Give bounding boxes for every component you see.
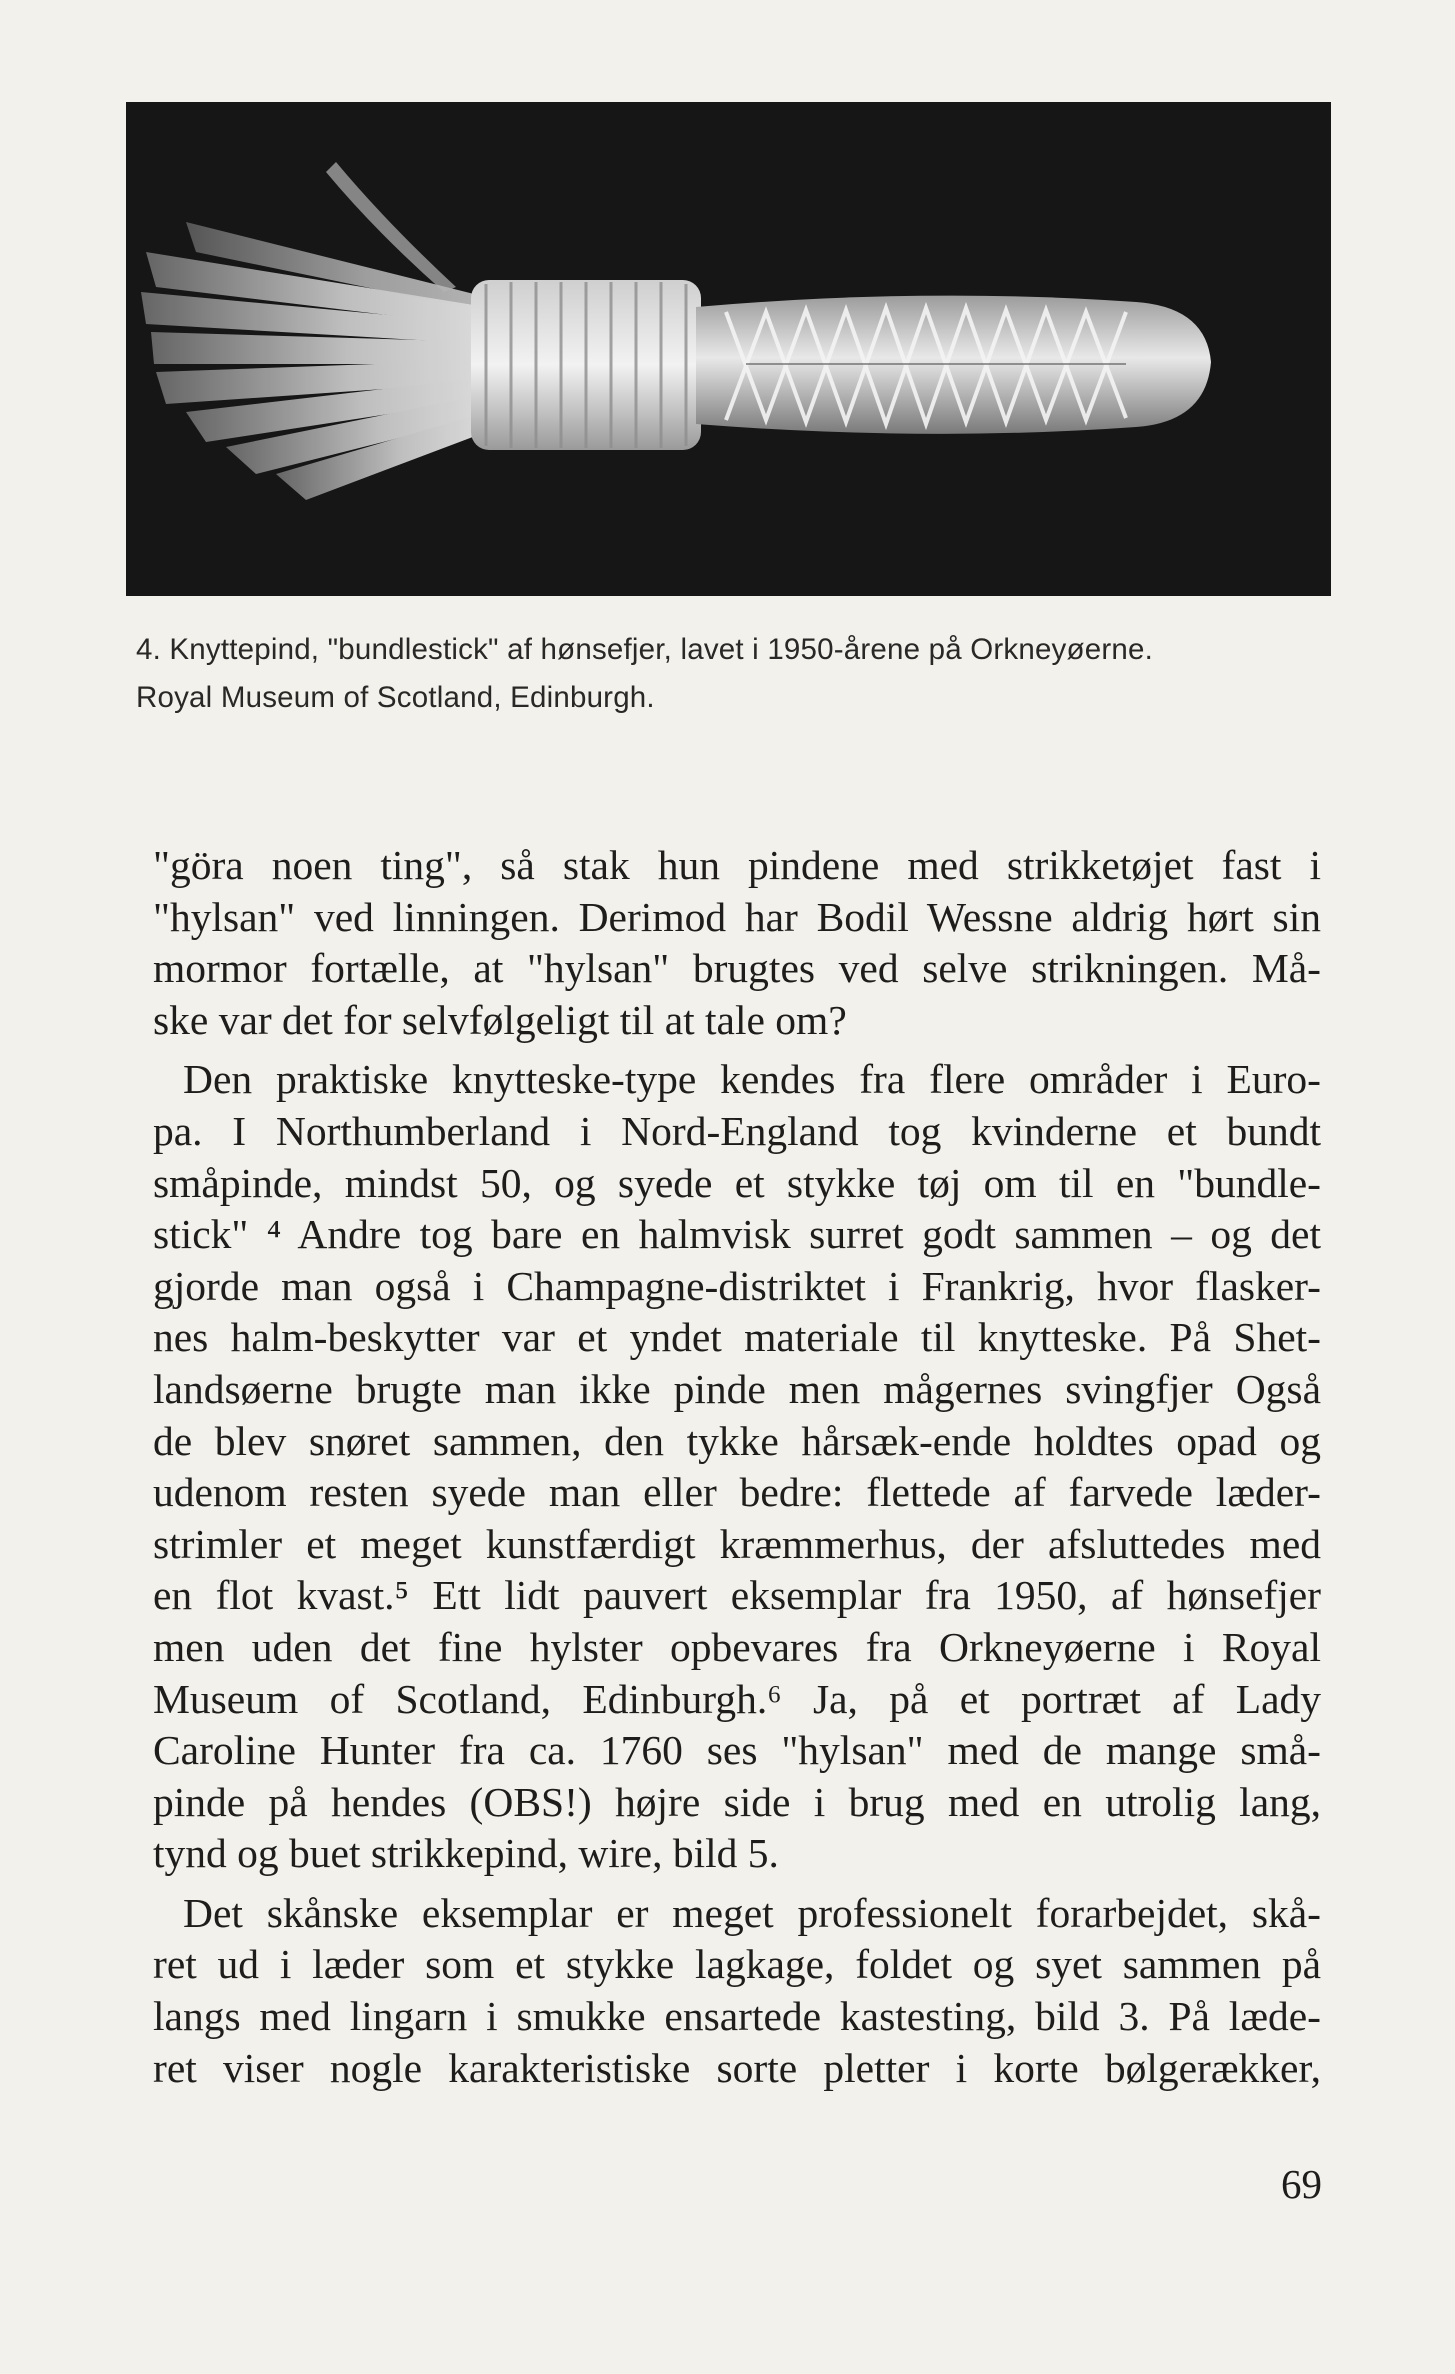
figure-caption [136,626,1336,722]
text-line: Det skånske eksemplar er meget professionelt forarbejdet, skå- [183,1889,1321,1936]
text-line: "hylsan" ved linningen. Derimod har Bodil Wessne aldrig hørt sin [153,893,1321,940]
text-line: de blev snøret sammen, den tykke hårsæk-ende holdtes opad og [153,1417,1321,1464]
body-text [153,840,1321,2094]
text-line: ret viser nogle karakteristiske sorte pletter i korte bølgerækker, [153,2044,1321,2091]
text-line: men uden det fine hylster opbevares fra Orkneyøerne i Royal [153,1623,1321,1670]
text-line: Den praktiske knytteske-type kendes fra flere områder i Euro- [183,1056,1321,1103]
text-line: "göra noen ting", så stak hun pindene med strikketøjet fast i [153,842,1321,888]
text-line: gjorde man også i Champagne-distriktet i Frankrig, hvor flasker- [153,1262,1321,1309]
text-line: landsøerne brugte man ikke pinde men mågernes svingfjer Også [153,1365,1321,1412]
text-line: pa. I Northumberland i Nord-England tog kvinderne et bundt [153,1107,1321,1154]
text-line: ret ud i læder som et stykke lagkage, foldet og syet sammen på [153,1941,1321,1988]
text-line: Museum of Scotland, Edinburgh.⁶ Ja, på et portræt af Lady [153,1675,1321,1722]
text-line: pinde på hendes (OBS!) højre side i brug med en utrolig lang, [153,1778,1321,1825]
text-line: mormor fortælle, at "hylsan" brugtes ved selve strikningen. Må- [153,945,1321,992]
caption-line: Royal Museum of Scotland, Edinburgh. [136,681,655,714]
text-line: nes halm-beskytter var et yndet materiale til knytteske. På Shet- [153,1314,1321,1361]
text-line: strimler et meget kunstfærdigt kræmmerhus, der afsluttedes med [153,1520,1321,1567]
text-line: ske var det for selvfølgeligt til at tale om? [153,996,847,1043]
text-line: småpinde, mindst 50, og syede et stykke tøj om til en "bundle- [153,1159,1321,1206]
page-number: 69 [1281,2161,1322,2207]
text-line: udenom resten syede man eller bedre: flettede af farvede læder- [153,1469,1321,1516]
text-line: langs med lingarn i smukke ensartede kastesting, bild 3. På læde- [153,1993,1321,2040]
text-line: stick" ⁴ Andre tog bare en halmvisk surret godt sammen – og det [153,1211,1321,1258]
text-line: tynd og buet strikkepind, wire, bild 5. [153,1830,779,1877]
caption-line: 4. Knyttepind, "bundlestick" af hønsefjer, lavet i 1950-årene på Orkneyøerne. [136,633,1153,666]
bundlestick-image [126,102,1331,596]
figure-photograph [126,102,1331,596]
text-line: en flot kvast.⁵ Ett lidt pauvert eksemplar fra 1950, af hønsefjer [153,1572,1321,1619]
text-line: Caroline Hunter fra ca. 1760 ses "hylsan" med de mange små- [153,1727,1321,1774]
